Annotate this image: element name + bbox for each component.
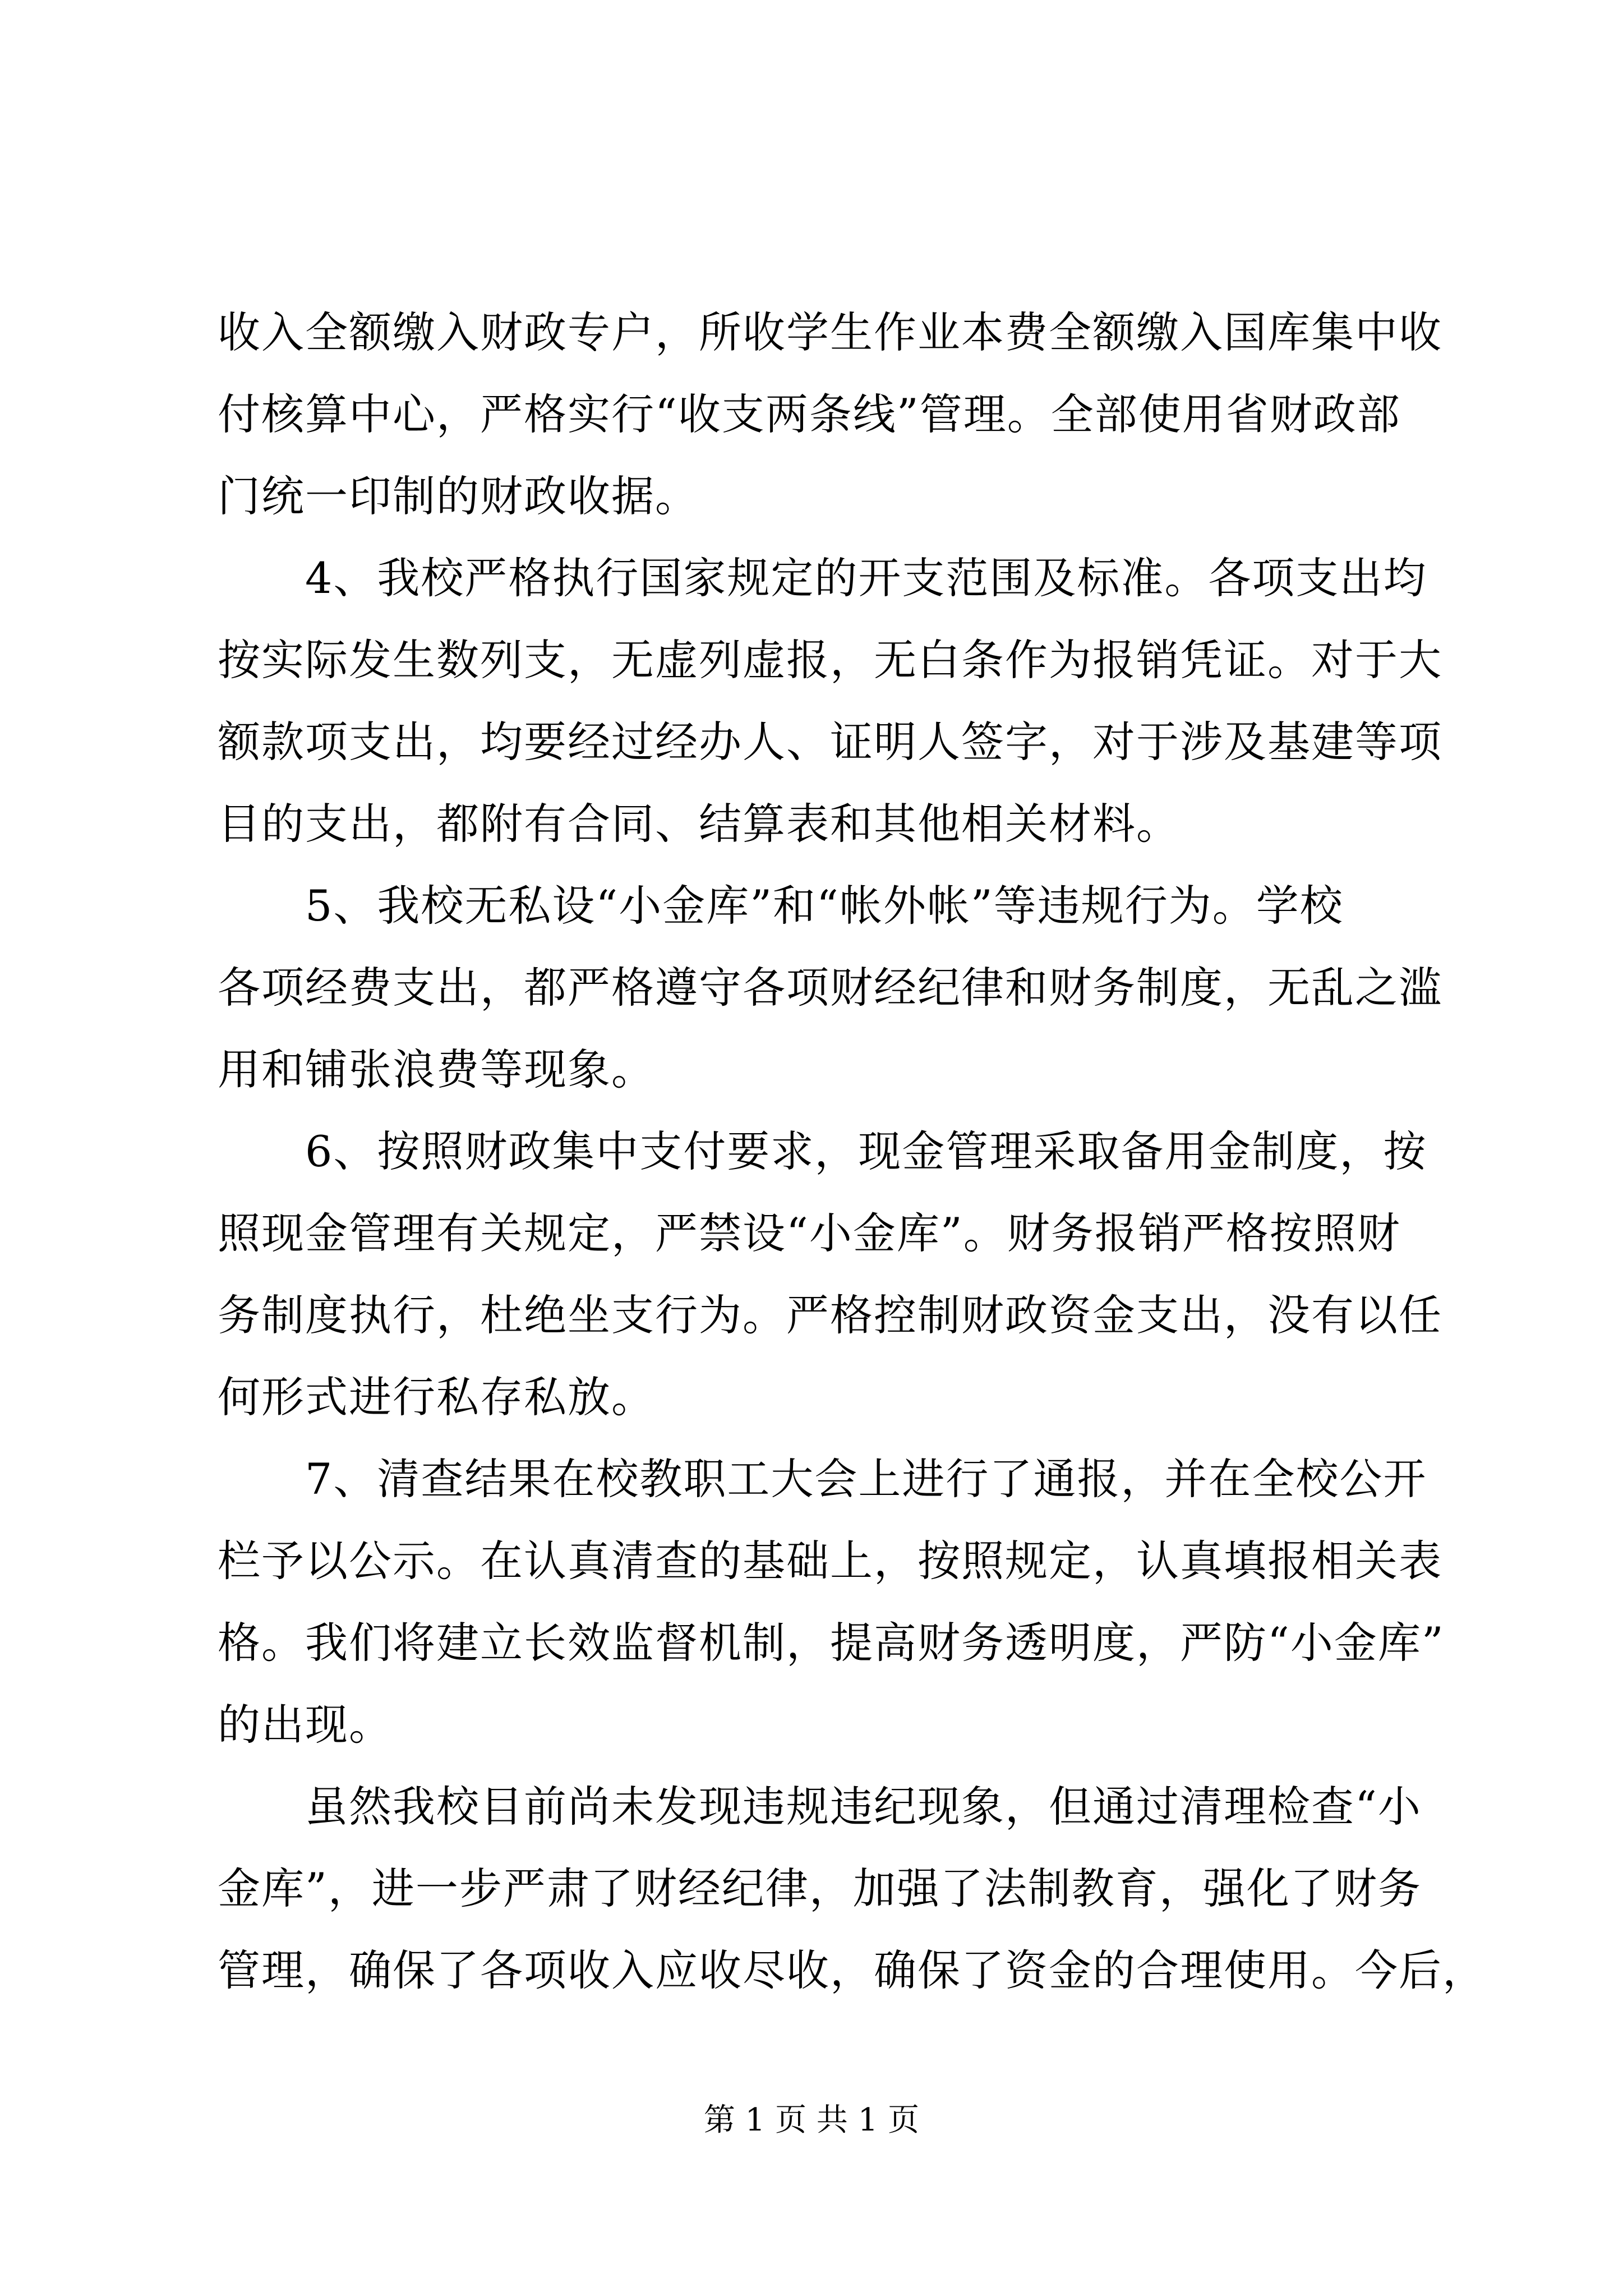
page-footer: 第 1 页 共 1 页	[703, 2102, 920, 2138]
body-line: 收入全额缴入财政专户，所收学生作业本费全额缴入国库集中收	[218, 307, 1442, 357]
body-line: 的出现。	[218, 1700, 393, 1750]
body-line: 门统一印制的财政收据。	[218, 471, 699, 521]
body-line: 5、我校无私设“小金库”和“帐外帐”等违规行为。学校	[218, 881, 1344, 931]
body-line: 务制度执行，杜绝坐支行为。严格控制财政资金支出，没有以任	[218, 1290, 1442, 1340]
body-line: 管理，确保了各项收入应收尽收，确保了资金的合理使用。今后，	[218, 1945, 1486, 1995]
body-line: 照现金管理有关规定，严禁设“小金库”。财务报销严格按照财	[218, 1208, 1401, 1258]
document-body	[218, 292, 1486, 2012]
body-line: 目的支出，都附有合同、结算表和其他相关材料。	[218, 799, 1180, 849]
body-line: 按实际发生数列支，无虚列虚报，无白条作为报销凭证。对于大	[218, 635, 1442, 685]
body-line: 栏予以公示。在认真清查的基础上，按照规定，认真填报相关表	[218, 1536, 1442, 1586]
body-line: 格。我们将建立长效监督机制，提高财务透明度，严防“小金库”	[218, 1618, 1445, 1668]
body-line: 付核算中心，严格实行“收支两条线”管理。全部使用省财政部	[218, 389, 1401, 439]
body-line: 4、我校严格执行国家规定的开支范围及标准。各项支出均	[218, 553, 1427, 603]
body-line: 各项经费支出，都严格遵守各项财经纪律和财务制度，无乱之滥	[218, 963, 1442, 1013]
body-line: 用和铺张浪费等现象。	[218, 1045, 655, 1094]
body-line: 额款项支出，均要经过经办人、证明人签字，对于涉及基建等项	[218, 717, 1442, 767]
body-line: 7、清查结果在校教职工大会上进行了通报，并在全校公开	[218, 1454, 1427, 1504]
body-line: 6、按照财政集中支付要求，现金管理采取备用金制度，按	[218, 1126, 1427, 1176]
body-line: 何形式进行私存私放。	[218, 1372, 655, 1422]
body-line: 虽然我校目前尚未发现违规违纪现象，但通过清理检查“小	[218, 1782, 1422, 1832]
body-line: 金库”，进一步严肃了财经纪律，加强了法制教育，强化了财务	[218, 1864, 1422, 1913]
